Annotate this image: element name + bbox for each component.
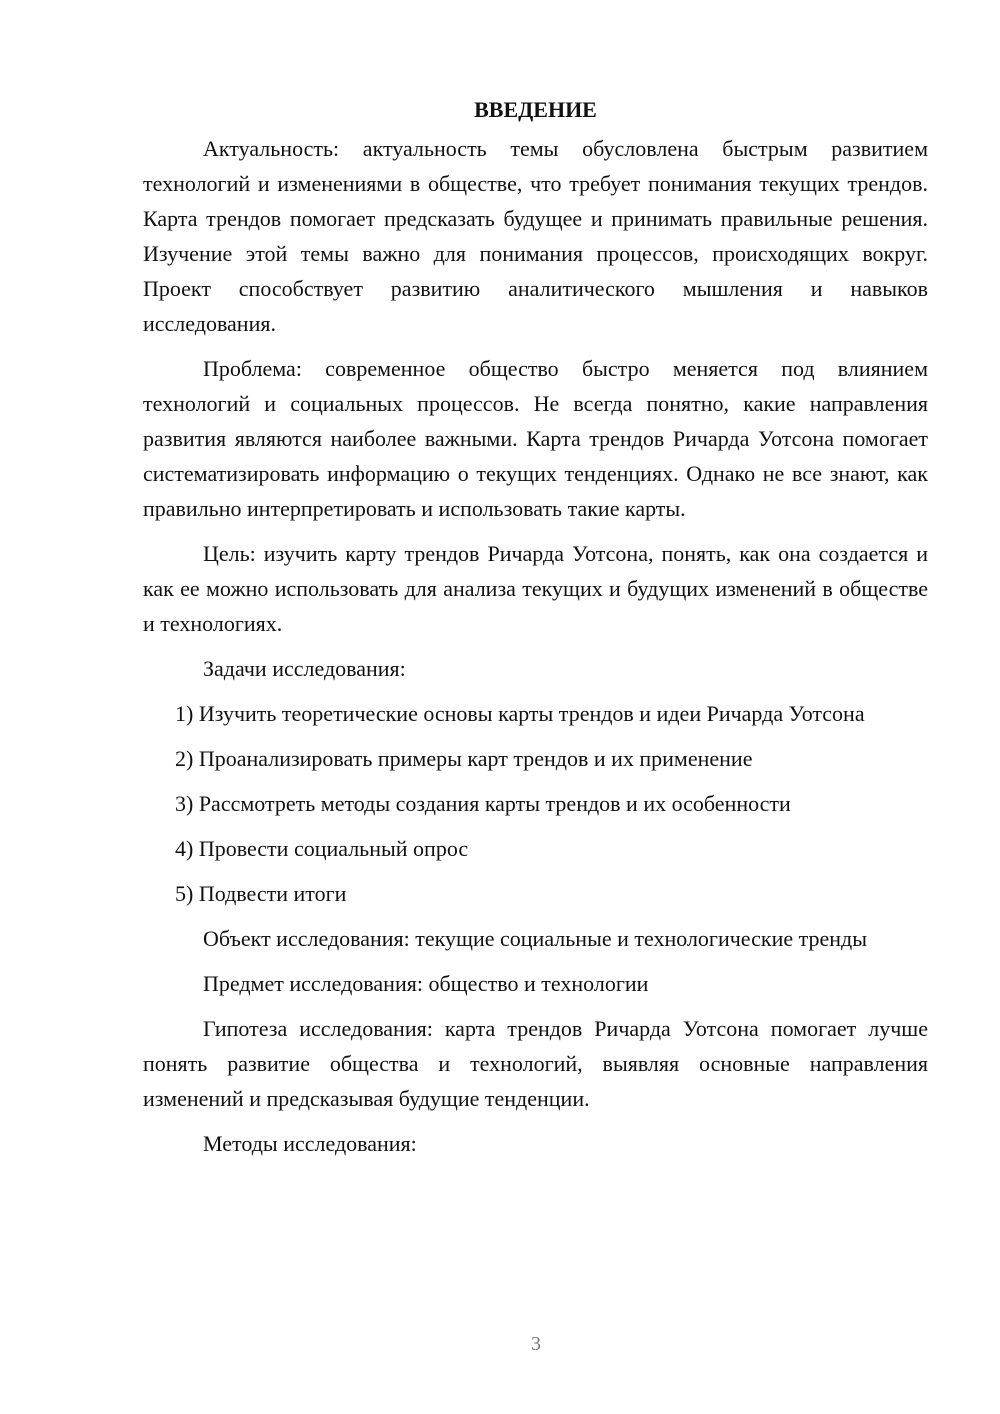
hypothesis-paragraph: Гипотеза исследования: карта трендов Ричарда Уотсона помогает лучше понять развитие общества и технологий, выявляя основные направления изменений и предсказывая будущие тенденции.: [143, 1016, 928, 1111]
relevance-paragraph: Актуальность: актуальность темы обусловлена быстрым развитием технологий и изменениями в обществе, что требует понимания текущих трендов. Карта трендов помогает предсказать будущее и принимать правильные решения. Изучение этой темы важно для понимания процессов, происходящих вокруг. Проект способствует развитию аналитического мышления и навыков исследования.: [143, 136, 928, 336]
methods-heading: Методы исследования:: [203, 1131, 417, 1156]
task-item-3: 3) Рассмотреть методы создания карты трендов и их особенности: [175, 791, 791, 816]
task-item-2: 2) Проанализировать примеры карт трендов и их применение: [175, 746, 753, 771]
document-page: [143, 95, 928, 1171]
task-item-5: 5) Подвести итоги: [175, 881, 347, 906]
problem-paragraph: Проблема: современное общество быстро меняется под влиянием технологий и социальных процессов. Не всегда понятно, какие направления развития являются наиболее важными. Карта трендов Ричарда Уотсона помогает систематизировать информацию о текущих тенденциях. Однако не все знают, как правильно интерпретировать и использовать такие карты.: [143, 356, 928, 521]
subject-paragraph: Предмет исследования: общество и технологии: [203, 971, 649, 996]
task-item-4: 4) Провести социальный опрос: [175, 836, 469, 861]
goal-paragraph: Цель: изучить карту трендов Ричарда Уотсона, понять, как она создается и как ее можно использовать для анализа текущих и будущих изменений в обществе и технологиях.: [143, 541, 928, 636]
object-paragraph: Объект исследования: текущие социальные и технологические тренды: [203, 926, 867, 951]
tasks-heading: Задачи исследования:: [203, 656, 406, 681]
page-title: ВВЕДЕНИЕ: [474, 97, 597, 122]
page-number: 3: [531, 1333, 541, 1355]
task-item-1: 1) Изучить теоретические основы карты трендов и идеи Ричарда Уотсона: [175, 701, 865, 726]
